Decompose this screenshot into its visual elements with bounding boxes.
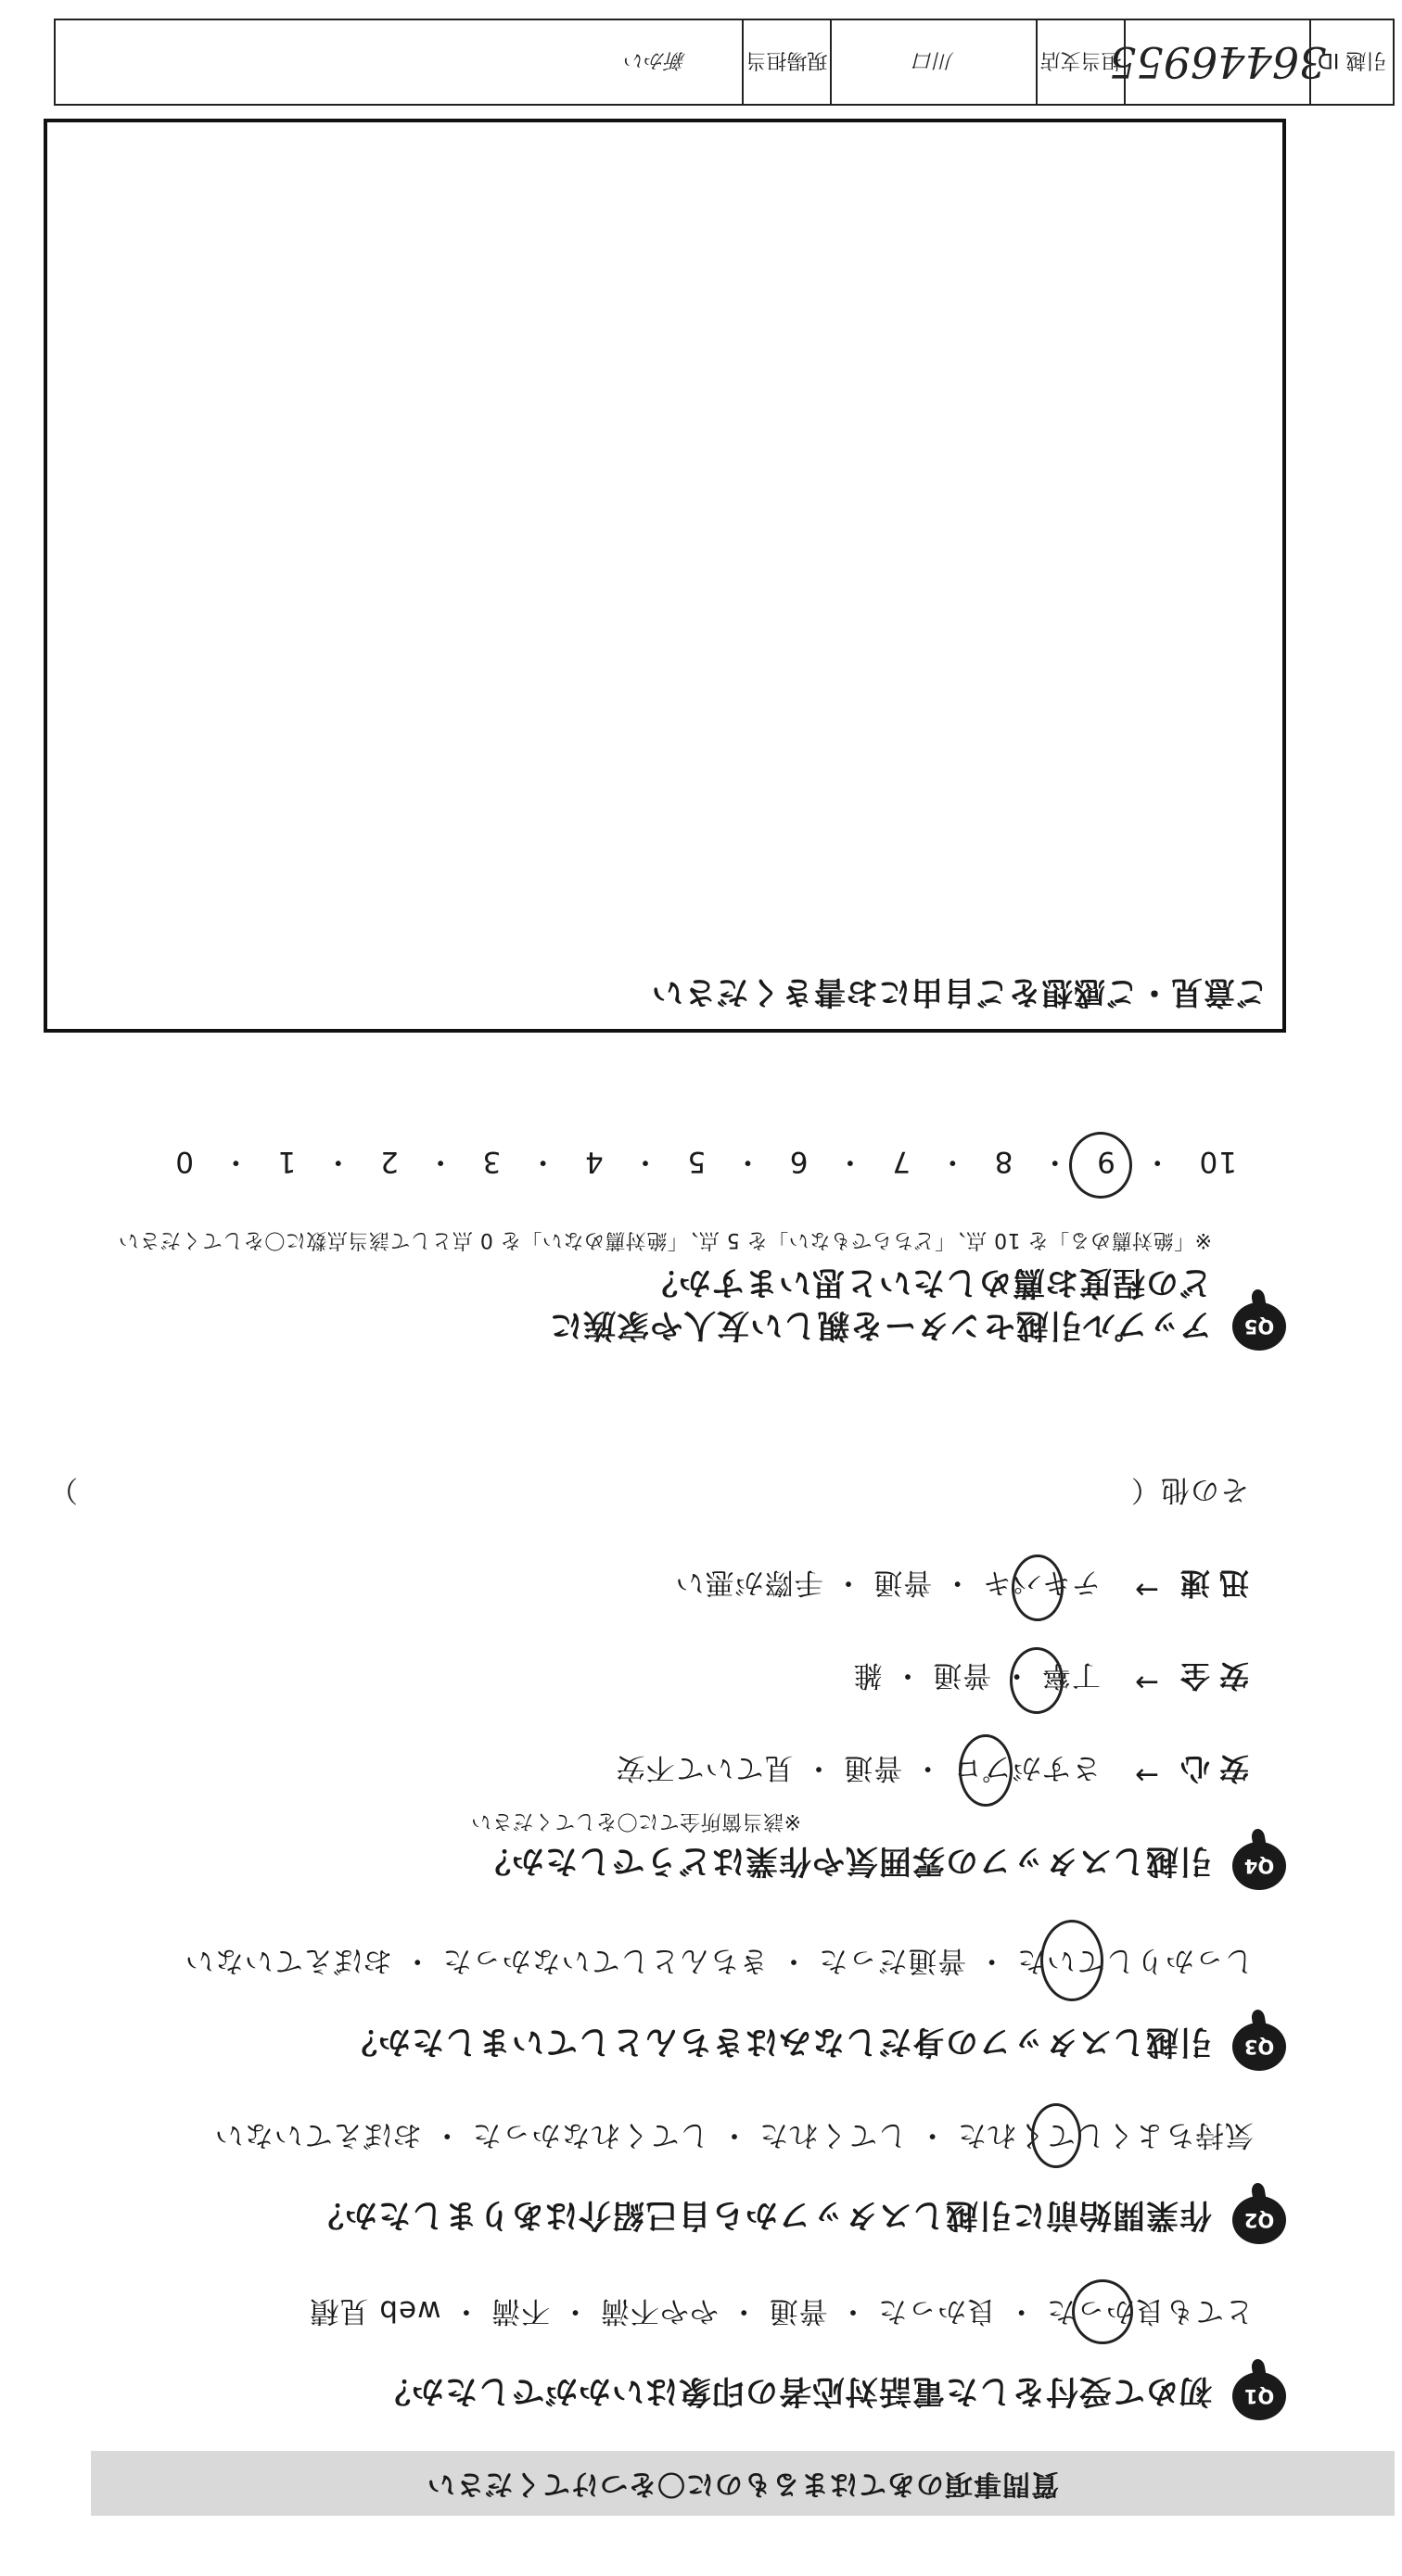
q5-badge: Q5 [1232, 1302, 1286, 1351]
branch-value: 川口 [830, 20, 1035, 104]
q2-title: 作業開始前に引越しスタッフから自己紹介はありましたか？ [310, 2196, 1212, 2233]
instruction-band [91, 2451, 1395, 2516]
q4-anshin-selection-mark [959, 1734, 1013, 1807]
staff-label: 現場担当 [742, 20, 831, 104]
q4-options-anshin: さすがプロ ・ 普通 ・ 見ていて不安 [615, 1751, 1101, 1784]
q3-selection-mark [1040, 1920, 1103, 2001]
q5-note: ※「絶対薦める」を 10 点、「どちらでもない」を 5 点、「絶対薦めない」を 0 点として該当点数に〇をしてください [118, 1228, 1212, 1251]
q4-category-anzen: 安全 [1170, 1658, 1249, 1694]
id-value: 36446955 [1124, 20, 1309, 104]
branch-label: 担当支店 [1036, 20, 1125, 104]
q4-anzen-selection-mark [1010, 1647, 1064, 1714]
comment-box[interactable] [44, 119, 1286, 1033]
q3-title: 引越しスタッフの身だしなみはきちんとしていましたか？ [343, 2023, 1212, 2060]
q5-title-line2: どの程度お薦めしたいと思いますか？ [644, 1263, 1212, 1301]
q4-options-jinsoku: テキパキ ・ 普通 ・ 手際が悪い [674, 1566, 1101, 1599]
q4-arrow-anshin: → [1134, 1758, 1159, 1792]
q1-title: 初めて受付をした電話対応者の印象はいかがでしたか？ [376, 2372, 1212, 2409]
staff-id-table [54, 19, 1395, 106]
q5-scale: 10 ・ 9 ・ 8 ・ 7 ・ 6 ・ 5 ・ 4 ・ 3 ・ 2 ・ 1 ・ 0 [174, 1145, 1237, 1178]
q4-category-jinsoku: 迅速 [1170, 1566, 1249, 1601]
q2-selection-mark [1031, 2103, 1081, 2168]
q4-title: 引越しスタッフの雰囲気や作業はどうでしたか？ [477, 1842, 1212, 1879]
q1-options: とても良かった ・ 良かった ・ 普通 ・ やや不満 ・ 不満 ・ web 見積 [309, 2294, 1254, 2328]
id-label: 引越 ID [1309, 20, 1393, 104]
q3-badge: Q3 [1232, 2023, 1286, 2071]
instruction-text: 質問事項のあてはまるものに〇をつけてください [427, 2468, 1059, 2500]
staff-value: 新かい [624, 48, 686, 72]
q4-arrow-anzen: → [1134, 1666, 1159, 1699]
q4-jinsoku-selection-mark [1012, 1554, 1064, 1621]
q4-other-label: その他（ [1130, 1473, 1249, 1506]
q3-options: しっかりしていた ・ 普通だった ・ きちんとしていなかった ・ おぼえていない [184, 1944, 1254, 1977]
q4-other-close: ） [48, 1473, 78, 1506]
q4-options-anzen: 丁寧 ・ 普通 ・ 雑 [852, 1658, 1101, 1692]
q5-title-line1: アップル引越センターを親しい友人や家族に [549, 1306, 1212, 1343]
q1-selection-mark [1072, 2279, 1133, 2344]
q4-note: ※該当箇所全てに〇をしてください [470, 1809, 801, 1833]
q4-badge: Q4 [1232, 1842, 1286, 1890]
q2-badge: Q2 [1232, 2196, 1286, 2244]
q4-arrow-jinsoku: → [1134, 1573, 1159, 1606]
q5-selection-mark [1069, 1132, 1132, 1199]
q4-category-anshin: 安心 [1170, 1751, 1249, 1786]
q1-badge: Q1 [1232, 2372, 1286, 2420]
q2-options: 気持ちよくしてくれた ・ してくれた ・ してくれなかった ・ おぼえていない [213, 2118, 1254, 2151]
comment-title: ご意見・ご感想をご自由にお書きください [651, 973, 1268, 1010]
